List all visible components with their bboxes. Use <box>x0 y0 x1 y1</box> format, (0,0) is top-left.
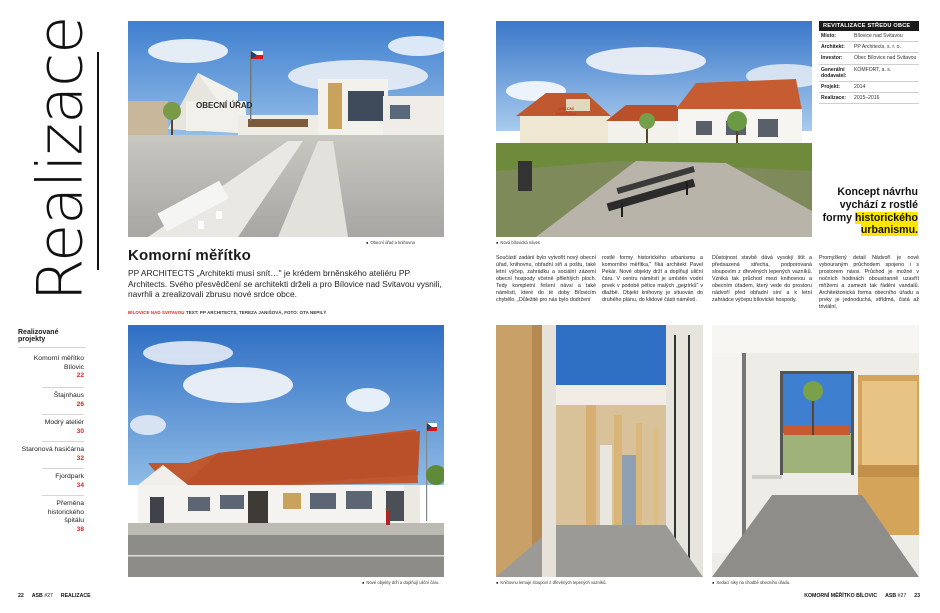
photo-caption <box>496 240 540 245</box>
pull-quote-highlight: urbanismu. <box>860 224 918 237</box>
divider <box>42 441 84 442</box>
info-row <box>819 53 919 64</box>
pull-quote-text: formy <box>822 211 855 224</box>
info-value: PP Architects, s. r. o. <box>854 44 901 51</box>
body-column-1: Součástí zadání bylo vytvořit nový obecní úřad, knihovnu, obřadní síň a poštu, také letní výčep, zahrádku a sociální zázemí obecní hospody včetně přilehlých ploch. Tedy kompletní řešení návsi a také náměstí, které do té doby Bílovicím chybělo. „Důležité pro nás bylo dodržení <box>496 255 596 304</box>
caption-text: Sedací niky na chodbě obecního úřadu. <box>716 580 791 585</box>
author-credits: TEXT: PP ARCHITECTS, TEREZA JANIŠOVÁ, FOTO: OTA NEPILÝ <box>185 310 327 315</box>
info-key: Realizace: <box>821 95 846 102</box>
project-name: Fjordpark <box>55 473 84 480</box>
info-row <box>819 42 919 53</box>
photo-corridor-seating <box>712 325 919 577</box>
list-item[interactable] <box>18 500 84 533</box>
project-info-box <box>819 21 919 104</box>
issue-number: #27 <box>44 593 53 599</box>
info-key: Architekt: <box>821 44 845 51</box>
caption-marker: ● <box>362 580 365 585</box>
page-number: 38 <box>76 525 84 533</box>
info-row <box>819 82 919 93</box>
body-column-2: rostlé formy historického urbanismu a komorního měřítka," říká architekt Pavel Pekár. Nové objekty drží a doplňují uliční čáru. V centru náměstí je umístěn vodní prvek v podobě pětice malých „gejzírků" v dlažbě. Objekt knihovny je situován do druhého plánu, do klidové části náměstí. <box>602 255 703 304</box>
info-key: Místo: <box>821 33 836 39</box>
magazine-issue <box>32 593 53 599</box>
magazine-name: ASB <box>885 593 897 599</box>
info-row <box>819 31 919 42</box>
photo-street-building <box>128 325 444 577</box>
article-intro: PP ARCHITECTS „Architekti musí snít…" je krédem brněnského ateliéru PP Architects. Svého přesvědčení se architekti drželi a pro Bílovice nad Svitavou vysnili, navrhli a zrealizovali zbrusu nové srdce obce. <box>128 268 442 300</box>
magazine-name: ASB <box>31 593 43 599</box>
projects-sidebar <box>18 329 86 348</box>
list-item[interactable] <box>18 392 84 414</box>
info-value: 2015–2016 <box>854 95 880 102</box>
list-item[interactable] <box>18 355 84 387</box>
projects-list <box>18 355 84 533</box>
page-number: 26 <box>76 400 84 408</box>
photo-caption <box>496 580 607 585</box>
photo-caption <box>362 580 440 585</box>
info-value: 2014 <box>854 84 866 91</box>
page-number: 34 <box>76 481 84 489</box>
page-number: 23 <box>914 593 920 599</box>
project-name: Přeměna historického špitálu <box>47 500 84 524</box>
caption-marker: ● <box>712 580 715 585</box>
pull-quote-line: Koncept návrhu <box>837 186 918 198</box>
list-item[interactable] <box>18 473 84 495</box>
left-page-footer <box>18 593 91 599</box>
caption-marker: ● <box>496 240 499 245</box>
section-title <box>14 16 106 302</box>
info-key: Projekt: <box>821 84 840 91</box>
list-item[interactable] <box>18 419 84 441</box>
project-name: Modrý ateliér <box>44 419 84 426</box>
caption-marker: ● <box>496 580 499 585</box>
article-title: Komorní měřítko <box>128 247 252 264</box>
page-number: 22 <box>18 593 24 599</box>
sidebar-heading: Realizované projekty <box>18 329 59 343</box>
info-value: KOMFORT, a. s. <box>854 66 892 73</box>
info-box-title: REVITALIZACE STŘEDU OBCE <box>819 21 919 31</box>
photo-timber-colonnade <box>496 325 703 577</box>
title-divider <box>97 52 99 270</box>
article-credits <box>128 310 326 315</box>
project-name: Komorní měřítko Bílovic <box>33 355 84 371</box>
photo-caption <box>712 580 790 585</box>
pull-quote-highlight: historického <box>855 211 918 224</box>
info-row <box>819 65 919 82</box>
project-name: Štajnhaus <box>53 392 84 399</box>
pull-quote-line: vychází z rostlé <box>839 198 918 211</box>
pull-quote-line <box>816 212 918 225</box>
divider <box>42 387 84 388</box>
issue-number: #27 <box>897 593 907 599</box>
section-name: REALIZACE <box>60 593 91 599</box>
pull-quote-line <box>816 224 918 237</box>
body-column-3: Důstojnost stavbě dává vysoký štít a předsazená střecha, podporovaná sloupovím z dřevěných lepených vazníků. Vzniká tak průchod mezi knihovnou a obecním úřadem, který vede do prostoru nádvoří před obřadní síní a k letní zahrádce výčepu bílovické hospody. <box>712 255 812 304</box>
photo-sign-text: OBECNÍ HOSPODA <box>555 106 577 116</box>
section-title-text: Realizace <box>23 16 97 302</box>
magazine-issue <box>885 593 906 599</box>
caption-marker: ● <box>366 240 369 245</box>
divider <box>18 347 86 348</box>
pull-quote <box>816 186 918 237</box>
page-number: 32 <box>76 454 84 462</box>
caption-text: Obecní úřad a knihovna <box>370 240 415 245</box>
info-key: Investor: <box>821 55 843 62</box>
info-value: Bílovice nad Svitavou <box>854 33 903 39</box>
body-column-4: Promyšlený detail Nádvoří je nově vybouraným průchodem spojeno i s prostorem návsi. Průchod je možné v nočních hodinách oboustranně uzavřít mřížemi a zamezit tak řádění vandalů. Architektonická forma obecního úřadu a prvky je jednoduchá, střídmá, čistá až triviální, <box>819 255 919 311</box>
divider <box>42 495 84 496</box>
photo-sign-text: OBECNÍ ÚŘAD <box>196 101 253 110</box>
photo-caption <box>366 240 415 245</box>
photo-town-hall-square <box>128 21 444 237</box>
page-number: 22 <box>76 372 84 379</box>
location-tag: BÍLOVICE NAD SVITAVOU <box>128 310 185 315</box>
list-item[interactable] <box>18 446 84 468</box>
project-name: Staronová hasičárna <box>21 446 84 453</box>
article-running-title: KOMORNÍ MĚŘÍTKO BÍLOVIC <box>804 593 878 599</box>
page-number: 30 <box>76 427 84 435</box>
caption-text: Nová bílovická náves <box>500 240 540 245</box>
right-page-footer <box>804 593 920 599</box>
caption-text: Nové objekty drží a doplňují uliční čáru. <box>366 580 440 585</box>
caption-text: Knihovnu lemuje sloupoví z dřevěných lepených vazníků. <box>500 580 607 585</box>
info-row <box>819 93 919 104</box>
photo-village-green <box>496 21 812 237</box>
info-value: Obec Bílovice nad Svitavou <box>854 55 917 62</box>
divider <box>42 414 84 415</box>
info-key: Generální dodavatel: <box>821 66 847 79</box>
divider <box>42 468 84 469</box>
